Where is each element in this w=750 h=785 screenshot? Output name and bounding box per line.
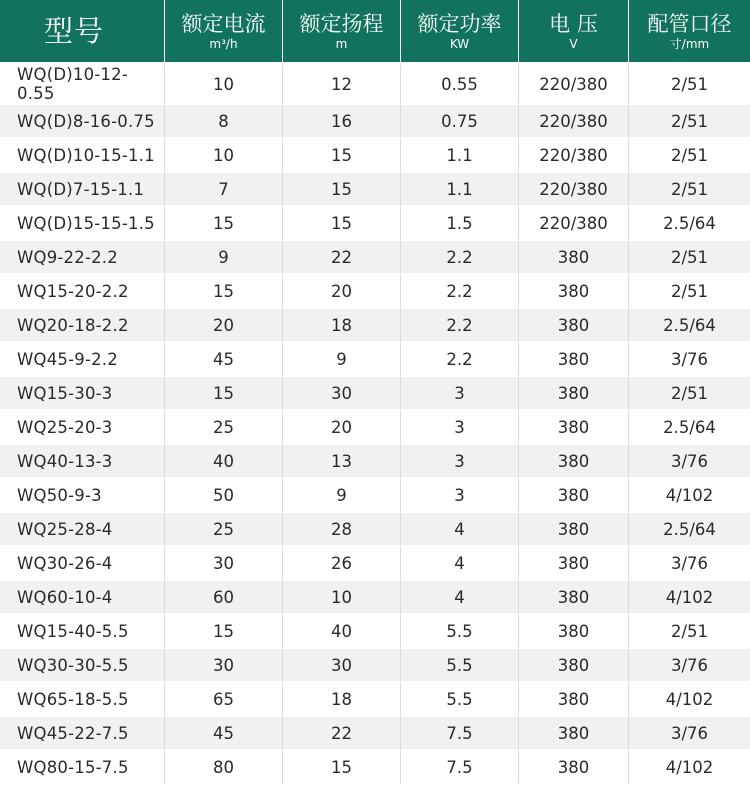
cell-model: WQ(D)8-16-0.75 — [0, 105, 165, 139]
cell-head: 28 — [283, 513, 401, 547]
cell-model: WQ15-20-2.2 — [0, 275, 165, 309]
cell-voltage: 380 — [519, 343, 629, 377]
cell-power: 1.1 — [401, 173, 519, 207]
cell-pipe: 4/102 — [629, 581, 750, 615]
header-pipe-unit: 寸/mm — [669, 37, 710, 51]
cell-power: 5.5 — [401, 649, 519, 683]
cell-power: 7.5 — [401, 717, 519, 751]
cell-model: WQ40-13-3 — [0, 445, 165, 479]
cell-power: 2.2 — [401, 343, 519, 377]
cell-pipe: 2/51 — [629, 275, 750, 309]
cell-head: 15 — [283, 751, 401, 785]
cell-pipe: 4/102 — [629, 479, 750, 513]
cell-power: 0.75 — [401, 105, 519, 139]
table-row — [0, 751, 750, 785]
cell-voltage: 380 — [519, 751, 629, 785]
header-row — [0, 0, 750, 65]
cell-voltage: 220/380 — [519, 207, 629, 241]
cell-voltage: 380 — [519, 275, 629, 309]
cell-power: 2.2 — [401, 241, 519, 275]
cell-head: 9 — [283, 343, 401, 377]
cell-head: 30 — [283, 649, 401, 683]
table-row — [0, 173, 750, 207]
cell-flow: 10 — [165, 139, 283, 173]
cell-pipe: 2.5/64 — [629, 207, 750, 241]
cell-voltage: 380 — [519, 649, 629, 683]
cell-voltage: 380 — [519, 581, 629, 615]
cell-power: 2.2 — [401, 275, 519, 309]
cell-model: WQ65-18-5.5 — [0, 683, 165, 717]
cell-voltage: 380 — [519, 479, 629, 513]
cell-model: WQ45-9-2.2 — [0, 343, 165, 377]
cell-flow: 20 — [165, 309, 283, 343]
cell-flow: 8 — [165, 105, 283, 139]
table-row — [0, 513, 750, 547]
cell-head: 13 — [283, 445, 401, 479]
cell-flow: 15 — [165, 275, 283, 309]
cell-voltage: 380 — [519, 411, 629, 445]
header-flow — [165, 0, 283, 65]
header-voltage — [519, 0, 629, 65]
cell-power: 1.1 — [401, 139, 519, 173]
cell-voltage: 380 — [519, 309, 629, 343]
header-head-label: 额定扬程 — [299, 12, 384, 36]
header-power-unit: KW — [449, 37, 470, 51]
cell-flow: 45 — [165, 717, 283, 751]
header-model — [0, 0, 165, 65]
cell-pipe: 2/51 — [629, 139, 750, 173]
cell-head: 12 — [283, 65, 401, 105]
cell-power: 3 — [401, 411, 519, 445]
cell-pipe: 2/51 — [629, 241, 750, 275]
cell-power: 3 — [401, 445, 519, 479]
cell-voltage: 380 — [519, 377, 629, 411]
cell-model: WQ80-15-7.5 — [0, 751, 165, 785]
cell-voltage: 380 — [519, 615, 629, 649]
cell-head: 22 — [283, 241, 401, 275]
cell-model: WQ50-9-3 — [0, 479, 165, 513]
cell-head: 15 — [283, 173, 401, 207]
cell-head: 30 — [283, 377, 401, 411]
cell-power: 3 — [401, 479, 519, 513]
cell-model: WQ9-22-2.2 — [0, 241, 165, 275]
table-body — [0, 65, 750, 785]
cell-flow: 50 — [165, 479, 283, 513]
cell-flow: 30 — [165, 649, 283, 683]
cell-flow: 15 — [165, 207, 283, 241]
header-model-label: 型号 — [44, 14, 105, 48]
cell-pipe: 2/51 — [629, 173, 750, 207]
cell-flow: 80 — [165, 751, 283, 785]
cell-head: 26 — [283, 547, 401, 581]
cell-head: 20 — [283, 411, 401, 445]
cell-head: 15 — [283, 207, 401, 241]
cell-voltage: 380 — [519, 683, 629, 717]
cell-pipe: 3/76 — [629, 445, 750, 479]
cell-flow: 25 — [165, 513, 283, 547]
cell-voltage: 380 — [519, 547, 629, 581]
cell-flow: 15 — [165, 615, 283, 649]
cell-model: WQ(D)7-15-1.1 — [0, 173, 165, 207]
cell-model: WQ25-20-3 — [0, 411, 165, 445]
table-row — [0, 343, 750, 377]
cell-flow: 7 — [165, 173, 283, 207]
table-row — [0, 479, 750, 513]
cell-flow: 9 — [165, 241, 283, 275]
cell-head: 15 — [283, 139, 401, 173]
cell-pipe: 2/51 — [629, 65, 750, 105]
cell-voltage: 380 — [519, 445, 629, 479]
header-pipe — [629, 0, 750, 65]
header-power — [401, 0, 519, 65]
table-row — [0, 139, 750, 173]
cell-power: 5.5 — [401, 683, 519, 717]
cell-pipe: 2/51 — [629, 105, 750, 139]
cell-power: 3 — [401, 377, 519, 411]
cell-model: WQ30-30-5.5 — [0, 649, 165, 683]
cell-pipe: 2/51 — [629, 615, 750, 649]
table-row — [0, 207, 750, 241]
cell-model: WQ(D)10-15-1.1 — [0, 139, 165, 173]
table-row — [0, 445, 750, 479]
table-row — [0, 411, 750, 445]
header-head — [283, 0, 401, 65]
cell-model: WQ15-30-3 — [0, 377, 165, 411]
cell-voltage: 220/380 — [519, 105, 629, 139]
cell-voltage: 220/380 — [519, 173, 629, 207]
cell-model: WQ(D)10-12-0.55 — [0, 65, 165, 105]
cell-model: WQ30-26-4 — [0, 547, 165, 581]
table-row — [0, 547, 750, 581]
table-row — [0, 649, 750, 683]
cell-pipe: 3/76 — [629, 649, 750, 683]
cell-flow: 45 — [165, 343, 283, 377]
cell-flow: 65 — [165, 683, 283, 717]
cell-power: 1.5 — [401, 207, 519, 241]
cell-head: 16 — [283, 105, 401, 139]
cell-pipe: 3/76 — [629, 547, 750, 581]
header-flow-label: 额定电流 — [181, 12, 266, 36]
table-row — [0, 65, 750, 105]
cell-power: 5.5 — [401, 615, 519, 649]
cell-voltage: 380 — [519, 241, 629, 275]
table-row — [0, 105, 750, 139]
cell-power: 7.5 — [401, 751, 519, 785]
table-row — [0, 241, 750, 275]
cell-power: 2.2 — [401, 309, 519, 343]
cell-pipe: 2.5/64 — [629, 513, 750, 547]
cell-power: 4 — [401, 547, 519, 581]
header-head-unit: m — [335, 37, 348, 51]
cell-power: 0.55 — [401, 65, 519, 105]
cell-power: 4 — [401, 581, 519, 615]
cell-flow: 10 — [165, 65, 283, 105]
cell-flow: 60 — [165, 581, 283, 615]
header-pipe-label: 配管口径 — [647, 12, 732, 36]
cell-head: 10 — [283, 581, 401, 615]
cell-pipe: 4/102 — [629, 751, 750, 785]
table-row — [0, 581, 750, 615]
cell-model: WQ20-18-2.2 — [0, 309, 165, 343]
cell-head: 22 — [283, 717, 401, 751]
cell-voltage: 380 — [519, 717, 629, 751]
cell-head: 18 — [283, 309, 401, 343]
cell-head: 9 — [283, 479, 401, 513]
cell-model: WQ15-40-5.5 — [0, 615, 165, 649]
table-row — [0, 275, 750, 309]
cell-model: WQ(D)15-15-1.5 — [0, 207, 165, 241]
cell-flow: 15 — [165, 377, 283, 411]
cell-head: 20 — [283, 275, 401, 309]
cell-head: 40 — [283, 615, 401, 649]
cell-voltage: 220/380 — [519, 65, 629, 105]
table-row — [0, 309, 750, 343]
cell-voltage: 380 — [519, 513, 629, 547]
cell-pipe: 2.5/64 — [629, 411, 750, 445]
cell-model: WQ25-28-4 — [0, 513, 165, 547]
table-row — [0, 615, 750, 649]
cell-pipe: 2.5/64 — [629, 309, 750, 343]
cell-pipe: 4/102 — [629, 683, 750, 717]
header-voltage-unit: V — [569, 37, 578, 51]
header-flow-unit: m³/h — [209, 37, 238, 51]
cell-flow: 25 — [165, 411, 283, 445]
cell-power: 4 — [401, 513, 519, 547]
cell-head: 18 — [283, 683, 401, 717]
table-row — [0, 377, 750, 411]
table-row — [0, 683, 750, 717]
cell-voltage: 220/380 — [519, 139, 629, 173]
cell-model: WQ60-10-4 — [0, 581, 165, 615]
cell-flow: 30 — [165, 547, 283, 581]
cell-flow: 40 — [165, 445, 283, 479]
header-power-label: 额定功率 — [417, 12, 502, 36]
cell-pipe: 3/76 — [629, 717, 750, 751]
table-header — [0, 0, 750, 65]
cell-pipe: 3/76 — [629, 343, 750, 377]
cell-model: WQ45-22-7.5 — [0, 717, 165, 751]
header-voltage-label: 电 压 — [549, 12, 598, 36]
cell-pipe: 2/51 — [629, 377, 750, 411]
table-row — [0, 717, 750, 751]
